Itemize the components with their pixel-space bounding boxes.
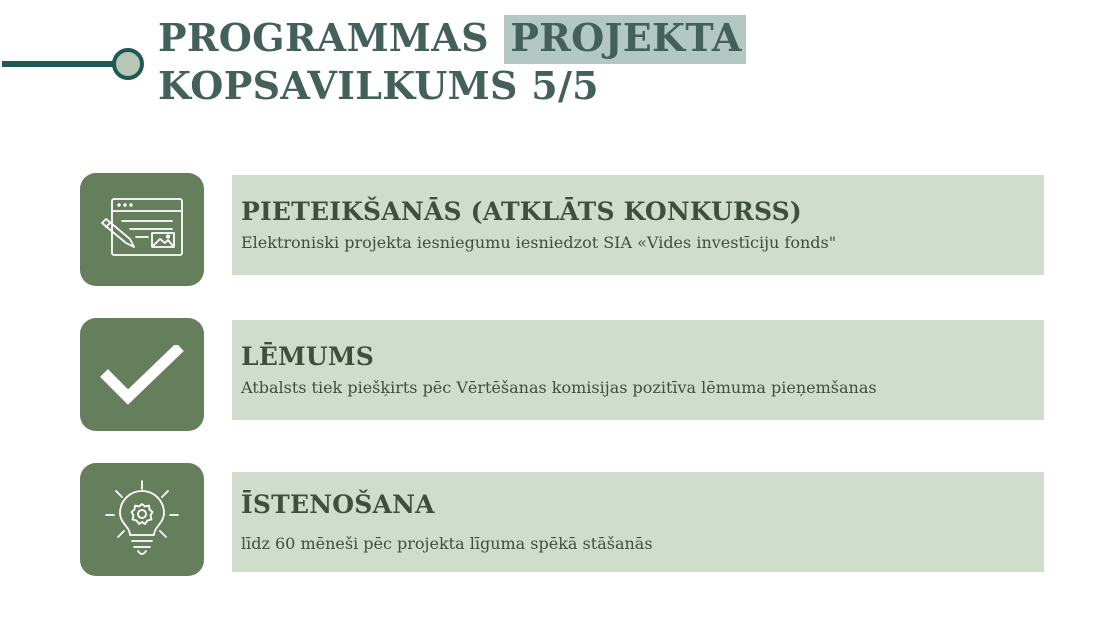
step-icon-box-application	[80, 173, 204, 286]
step-card-application	[232, 175, 1044, 275]
step-description: Elektroniski projekta iesniegumu iesniedzot SIA «Vides investīciju fonds"	[241, 233, 837, 252]
lightbulb-gear-icon	[104, 479, 180, 561]
step-icon-box-decision	[80, 318, 204, 431]
page-title	[158, 14, 746, 110]
step-card-decision	[232, 320, 1044, 420]
title-part1: PROGRAMMAS	[158, 15, 503, 60]
decorative-dot-icon	[112, 48, 144, 80]
decorative-line	[2, 61, 118, 67]
step-description: līdz 60 mēneši pēc projekta līguma spēkā stāšanās	[241, 534, 653, 553]
step-title: PIETEIKŠANĀS (ATKLĀTS KONKURSS)	[241, 197, 802, 226]
step-title: LĒMUMS	[241, 342, 375, 371]
step-description: Atbalsts tiek piešķirts pēc Vērtēšanas komisijas pozitīva lēmuma pieņemšanas	[241, 378, 877, 397]
checkmark-icon	[100, 345, 184, 405]
step-card-implementation	[232, 472, 1044, 572]
step-title: ĪSTENOŠANA	[241, 490, 435, 519]
title-line2: KOPSAVILKUMS 5/5	[158, 63, 599, 108]
step-icon-box-implementation	[80, 463, 204, 576]
web-form-icon	[100, 195, 184, 265]
title-highlight: PROJEKTA	[504, 15, 745, 64]
